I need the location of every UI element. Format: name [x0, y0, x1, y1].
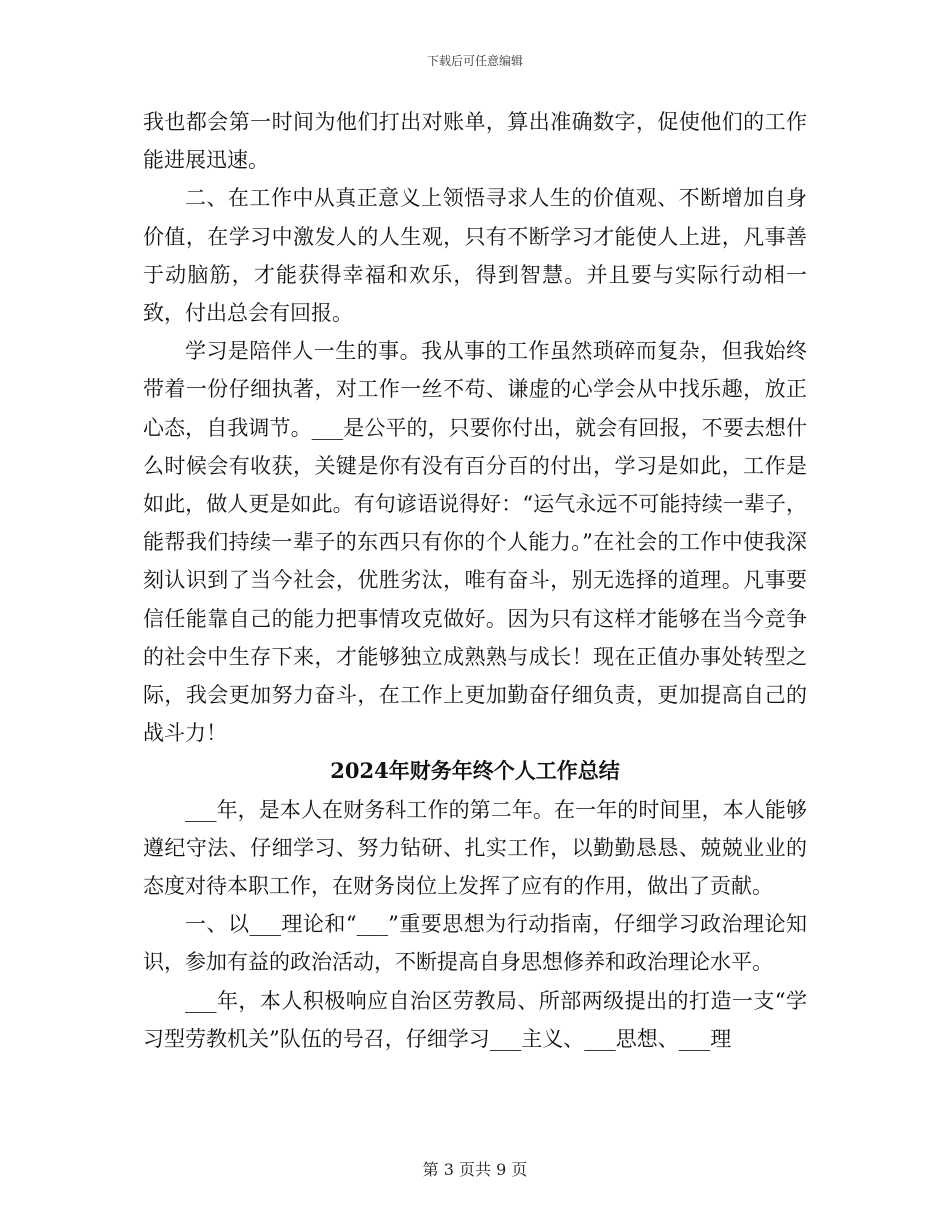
paragraph-1: 我也都会第一时间为他们打出对账单，算出准确数字，促使他们的工作能进展迅速。 [143, 110, 807, 173]
paragraph-6: ___年，本人积极响应自治区劳教局、所部两级提出的打造一支“学习型劳教机关”队伍的号召，仔细学习___主义、___思想、___理 [143, 988, 807, 1051]
paragraph-4: ___年，是本人在财务科工作的第二年。在一年的时间里，本人能够遵纪守法、仔细学习、努力钻研、扎实工作，以勤勤恳恳、兢兢业业的态度对待本职工作，在财务岗位上发挥了应有的作用，做出了贡献。 [143, 797, 807, 899]
page-header: 下载后可任意编辑 [426, 54, 523, 68]
paragraph-5: 一、以___理论和“___”重要思想为行动指南，仔细学习政治理论知识，参加有益的政治活动，不断提高自身思想修养和政治理论水平。 [143, 912, 807, 975]
document-body [143, 103, 807, 1058]
paragraph-2: 二、在工作中从真正意义上领悟寻求人生的价值观、不断增加自身价值，在学习中激发人的人生观，只有不断学习才能使人上进，凡事善于动脑筋，才能获得幸福和欢乐，得到智慧。并且要与实际行动相一致，付出总会有回报。 [143, 186, 807, 326]
section-title: 2024年财务年终个人工作总结 [330, 758, 620, 784]
paragraph-3: 学习是陪伴人一生的事。我从事的工作虽然琐碎而复杂，但我始终带着一份仔细执著，对工作一丝不苟、谦虚的心学会从中找乐趣，放正心态，自我调节。___是公平的，只要你付出，就会有回报，不要去想什么时候会有收获，关键是你有没有百分百的付出，学习是如此，工作是如此，做人更是如此。有句谚语说得好：“运气永远不可能持续一辈子，能帮我们持续一辈子的东西只有你的个人能力。”在社会的工作中使我深刻认识到了当今社会，优胜劣汰，唯有奋斗，别无选择的道理。凡事要信任能靠自己的能力把事情攻克做好。因为只有这样才能够在当今竞争的社会中生存下来，才能够独立成熟熟与成长！现在正值办事处转型之际，我会更加努力奋斗，在工作上更加勤奋仔细负责，更加提高自己的战斗力！ [143, 339, 807, 746]
page-footer: 第 3 页共 9 页 [422, 1160, 528, 1179]
